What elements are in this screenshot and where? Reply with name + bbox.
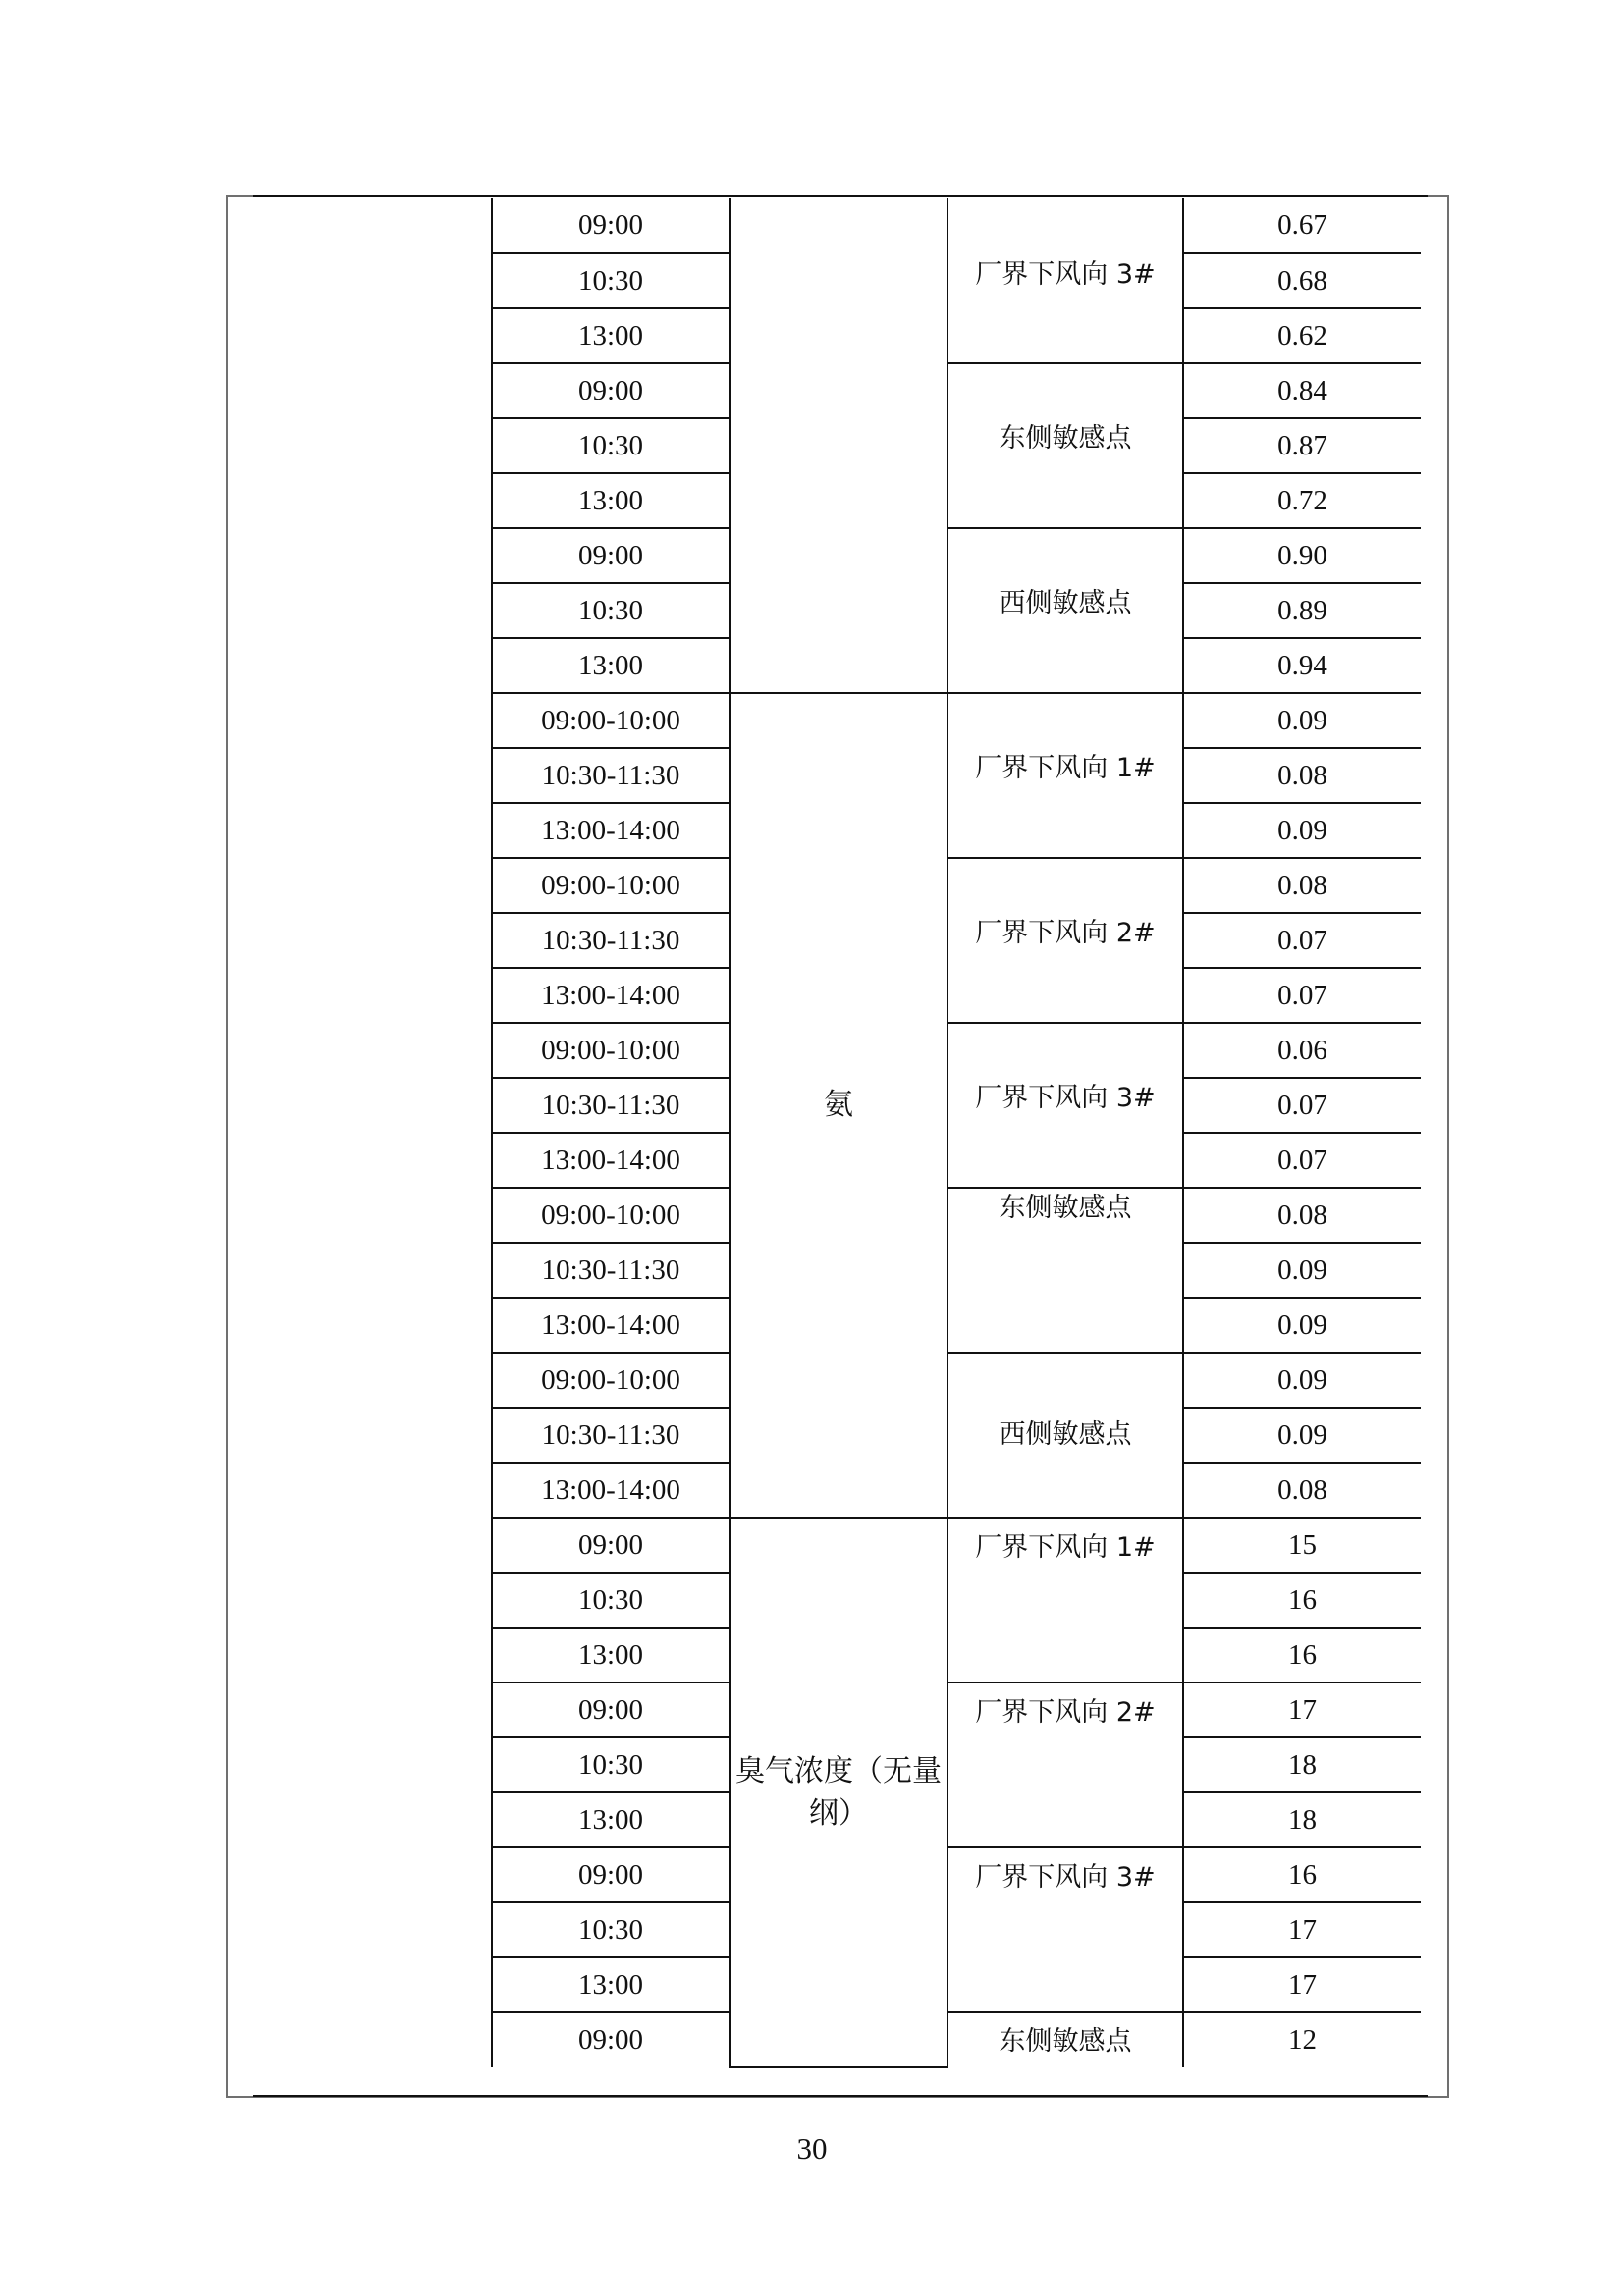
time-cell: 13:00 — [492, 638, 730, 693]
table-bottom-rule — [253, 2095, 1428, 2097]
time-cell: 10:30 — [492, 1737, 730, 1792]
table-row — [492, 1518, 1421, 1573]
time-cell: 09:00 — [492, 1518, 730, 1573]
time-cell: 13:00-14:00 — [492, 968, 730, 1023]
value-cell: 16 — [1183, 1628, 1421, 1682]
point-cell: 厂界下风向 3# — [947, 198, 1183, 363]
point-cell: 西侧敏感点 — [947, 528, 1183, 693]
table-row — [492, 2012, 1421, 2067]
time-cell: 10:30-11:30 — [492, 748, 730, 803]
value-cell: 0.08 — [1183, 858, 1421, 913]
point-cell: 厂界下风向 2# — [947, 858, 1183, 1023]
table-row — [492, 1847, 1421, 1902]
value-cell: 0.09 — [1183, 693, 1421, 748]
value-cell: 0.09 — [1183, 803, 1421, 858]
value-cell: 0.07 — [1183, 1133, 1421, 1188]
value-cell: 0.89 — [1183, 583, 1421, 638]
point-cell: 东侧敏感点 — [947, 2012, 1183, 2067]
value-cell: 0.84 — [1183, 363, 1421, 418]
time-cell: 13:00 — [492, 1957, 730, 2012]
time-cell: 13:00-14:00 — [492, 1133, 730, 1188]
time-cell: 10:30 — [492, 1573, 730, 1628]
table-row — [492, 198, 1421, 253]
value-cell: 0.68 — [1183, 253, 1421, 308]
table-row — [492, 693, 1421, 748]
point-cell: 东侧敏感点 — [947, 1188, 1183, 1353]
value-cell: 0.09 — [1183, 1243, 1421, 1298]
value-cell: 18 — [1183, 1737, 1421, 1792]
time-cell: 09:00 — [492, 1847, 730, 1902]
time-cell: 09:00 — [492, 1682, 730, 1737]
value-cell: 0.72 — [1183, 473, 1421, 528]
time-cell: 10:30-11:30 — [492, 1408, 730, 1463]
value-cell: 0.67 — [1183, 198, 1421, 253]
value-cell: 0.90 — [1183, 528, 1421, 583]
table-row — [492, 1353, 1421, 1408]
point-cell: 厂界下风向 1# — [947, 693, 1183, 858]
item-cell: 氨 — [730, 693, 947, 1518]
time-cell: 10:30 — [492, 583, 730, 638]
point-cell: 厂界下风向 3# — [947, 1023, 1183, 1188]
time-cell: 09:00 — [492, 2012, 730, 2067]
time-cell: 10:30 — [492, 1902, 730, 1957]
table-row — [492, 363, 1421, 418]
value-cell: 17 — [1183, 1902, 1421, 1957]
time-cell: 10:30 — [492, 418, 730, 473]
time-cell: 09:00-10:00 — [492, 1188, 730, 1243]
value-cell: 0.94 — [1183, 638, 1421, 693]
point-cell: 厂界下风向 2# — [947, 1682, 1183, 1847]
value-cell: 17 — [1183, 1682, 1421, 1737]
item-cell: 臭气浓度（无量纲） — [730, 1518, 947, 2067]
time-cell: 09:00 — [492, 363, 730, 418]
page-number: 30 — [796, 2131, 828, 2165]
point-cell: 东侧敏感点 — [947, 363, 1183, 528]
table-row — [492, 528, 1421, 583]
value-cell: 0.07 — [1183, 1078, 1421, 1133]
point-cell: 西侧敏感点 — [947, 1353, 1183, 1518]
point-cell: 厂界下风向 1# — [947, 1518, 1183, 1682]
value-cell: 0.09 — [1183, 1353, 1421, 1408]
time-cell: 09:00-10:00 — [492, 1023, 730, 1078]
value-cell: 0.08 — [1183, 1188, 1421, 1243]
table-row — [492, 1682, 1421, 1737]
time-cell: 13:00 — [492, 1628, 730, 1682]
value-cell: 0.07 — [1183, 913, 1421, 968]
value-cell: 15 — [1183, 1518, 1421, 1573]
value-cell: 0.62 — [1183, 308, 1421, 363]
table-row — [492, 1023, 1421, 1078]
value-cell: 0.08 — [1183, 1463, 1421, 1518]
value-cell: 0.06 — [1183, 1023, 1421, 1078]
value-cell: 12 — [1183, 2012, 1421, 2067]
table-row — [492, 858, 1421, 913]
time-cell: 13:00 — [492, 308, 730, 363]
time-cell: 10:30-11:30 — [492, 913, 730, 968]
value-cell: 17 — [1183, 1957, 1421, 2012]
time-cell: 13:00-14:00 — [492, 803, 730, 858]
time-cell: 13:00-14:00 — [492, 1298, 730, 1353]
time-cell: 09:00-10:00 — [492, 1353, 730, 1408]
time-cell: 13:00 — [492, 473, 730, 528]
value-cell: 0.09 — [1183, 1298, 1421, 1353]
time-cell: 13:00 — [492, 1792, 730, 1847]
time-cell: 10:30-11:30 — [492, 1078, 730, 1133]
point-cell: 厂界下风向 3# — [947, 1847, 1183, 2012]
value-cell: 16 — [1183, 1573, 1421, 1628]
value-cell: 0.87 — [1183, 418, 1421, 473]
time-cell: 09:00 — [492, 528, 730, 583]
table-body — [492, 198, 1421, 2067]
time-cell: 09:00 — [492, 198, 730, 253]
table-top-rule — [253, 195, 1428, 197]
table-row — [492, 1188, 1421, 1243]
monitoring-data-table — [491, 198, 1421, 2068]
time-cell: 09:00-10:00 — [492, 693, 730, 748]
item-cell — [730, 198, 947, 693]
time-cell: 10:30-11:30 — [492, 1243, 730, 1298]
value-cell: 18 — [1183, 1792, 1421, 1847]
value-cell: 0.07 — [1183, 968, 1421, 1023]
value-cell: 0.08 — [1183, 748, 1421, 803]
value-cell: 16 — [1183, 1847, 1421, 1902]
time-cell: 13:00-14:00 — [492, 1463, 730, 1518]
value-cell: 0.09 — [1183, 1408, 1421, 1463]
time-cell: 10:30 — [492, 253, 730, 308]
time-cell: 09:00-10:00 — [492, 858, 730, 913]
